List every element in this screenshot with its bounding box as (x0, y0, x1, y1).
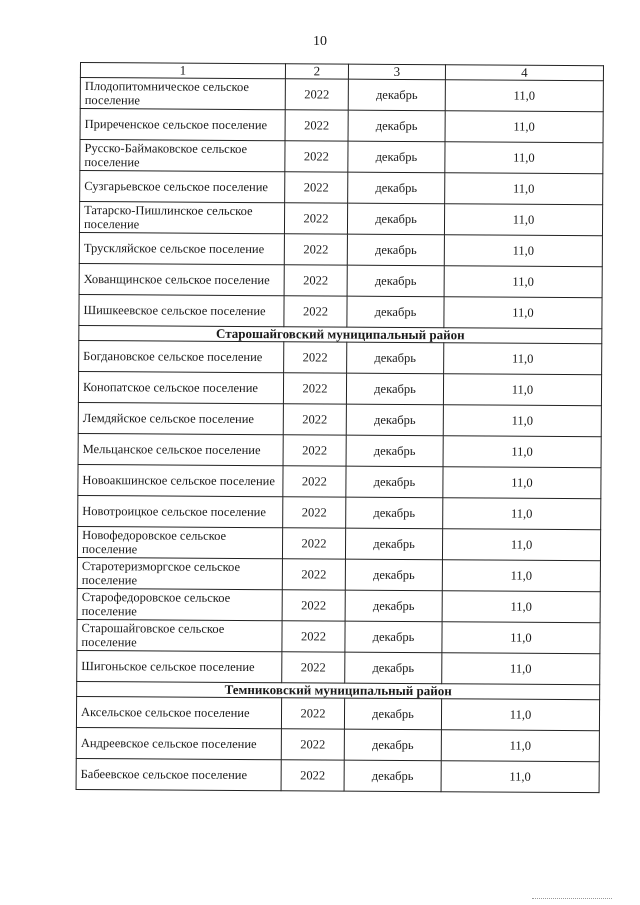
settlements-table (76, 62, 604, 793)
settlement-name: Богдановское сельское поселение (79, 340, 284, 372)
table-row (80, 140, 603, 174)
year-cell: 2022 (282, 621, 345, 652)
value-cell: 11,0 (442, 591, 600, 623)
year-cell: 2022 (285, 79, 348, 110)
month-cell: декабрь (346, 404, 443, 436)
value-cell: 11,0 (442, 560, 600, 592)
year-cell: 2022 (283, 497, 346, 528)
table-row (78, 371, 601, 405)
table-row (78, 402, 601, 436)
value-cell: 11,0 (444, 266, 602, 298)
settlement-name: Старотеризморгское сельское поселение (77, 557, 282, 589)
year-cell: 2022 (284, 342, 347, 373)
month-cell: декабрь (346, 435, 443, 467)
value-cell: 11,0 (442, 622, 600, 654)
table-row (79, 294, 602, 328)
value-cell: 11,0 (442, 529, 600, 561)
value-cell: 11,0 (444, 297, 602, 329)
settlement-name: Новоакшинское сельское поселение (78, 464, 283, 496)
month-cell: декабрь (347, 265, 444, 297)
value-cell: 11,0 (441, 699, 599, 731)
table-row (77, 619, 600, 653)
month-cell: декабрь (347, 234, 444, 266)
settlement-name: Лемдяйское сельское поселение (78, 402, 283, 434)
year-cell: 2022 (282, 590, 345, 621)
column-header-1: 1 (80, 63, 285, 79)
column-header-3: 3 (348, 64, 445, 80)
month-cell: декабрь (345, 652, 442, 684)
month-cell: декабрь (344, 729, 441, 761)
table-row (76, 727, 599, 761)
table-row (79, 202, 602, 236)
month-cell: декабрь (345, 528, 442, 560)
month-cell: декабрь (348, 141, 445, 173)
year-cell: 2022 (284, 265, 347, 296)
table-row (80, 78, 603, 112)
month-cell: декабрь (345, 559, 442, 591)
year-cell: 2022 (285, 110, 348, 141)
month-cell: декабрь (346, 373, 443, 405)
value-cell: 11,0 (443, 467, 601, 499)
value-cell: 11,0 (445, 173, 603, 205)
column-header-4: 4 (445, 65, 603, 81)
month-cell: декабрь (344, 760, 441, 792)
year-cell: 2022 (281, 729, 344, 760)
table-row (80, 109, 603, 143)
footer-dots (532, 898, 612, 899)
table-row (79, 340, 602, 374)
value-cell: 11,0 (443, 374, 601, 406)
month-cell: декабрь (346, 497, 443, 529)
settlement-name: Сузгарьевское сельское поселение (80, 171, 285, 203)
settlement-name: Шишкеевское сельское поселение (79, 294, 284, 326)
month-cell: декабрь (347, 203, 444, 235)
settlement-name: Конопатское сельское поселение (78, 371, 283, 403)
settlement-name: Бабеевское сельское поселение (76, 758, 281, 790)
month-cell: декабрь (347, 342, 444, 374)
value-cell: 11,0 (441, 730, 599, 762)
value-cell: 11,0 (443, 498, 601, 530)
table-row (77, 588, 600, 622)
year-cell: 2022 (282, 528, 345, 559)
year-cell: 2022 (281, 698, 344, 729)
settlement-name: Приреченское сельское поселение (80, 109, 285, 141)
value-cell: 11,0 (444, 204, 602, 236)
value-cell: 11,0 (445, 142, 603, 174)
year-cell: 2022 (283, 466, 346, 497)
settlement-name: Старофедоровское сельское поселение (77, 588, 282, 620)
settlement-name: Мельцанское сельское поселение (78, 433, 283, 465)
table-row (77, 557, 600, 591)
table-row (77, 526, 600, 560)
year-cell: 2022 (284, 203, 347, 234)
table-row (76, 696, 599, 730)
year-cell: 2022 (285, 172, 348, 203)
table-row (78, 464, 601, 498)
year-cell: 2022 (282, 559, 345, 590)
settlement-name: Трускляйское сельское поселение (79, 232, 284, 264)
month-cell: декабрь (345, 621, 442, 653)
table-body (76, 63, 603, 793)
district-heading: Темниковский муниципальный район (77, 681, 600, 699)
year-cell: 2022 (284, 296, 347, 327)
value-cell: 11,0 (445, 111, 603, 143)
table-row (78, 495, 601, 529)
year-cell: 2022 (285, 141, 348, 172)
year-cell: 2022 (283, 435, 346, 466)
year-cell: 2022 (283, 404, 346, 435)
settlement-name: Русско-Баймаковское сельское поселение (80, 140, 285, 172)
settlement-name: Плодопитомническое сельское поселение (80, 78, 285, 110)
month-cell: декабрь (345, 590, 442, 622)
settlement-name: Старошайговское сельское поселение (77, 619, 282, 651)
settlement-name: Аксельское сельское поселение (76, 696, 281, 728)
value-cell: 11,0 (443, 436, 601, 468)
table-row (78, 433, 601, 467)
settlement-name: Шигоньское сельское поселение (77, 650, 282, 682)
month-cell: декабрь (348, 79, 445, 111)
value-cell: 11,0 (445, 80, 603, 112)
settlement-name: Татарско-Пишлинское сельское поселение (79, 202, 284, 234)
value-cell: 11,0 (443, 405, 601, 437)
year-cell: 2022 (282, 652, 345, 683)
month-cell: декабрь (346, 466, 443, 498)
settlement-name: Хованщинское сельское поселение (79, 263, 284, 295)
year-cell: 2022 (284, 234, 347, 265)
table-row (79, 263, 602, 297)
value-cell: 11,0 (441, 761, 599, 793)
year-cell: 2022 (281, 760, 344, 791)
column-header-2: 2 (285, 64, 348, 79)
table-row (80, 171, 603, 205)
value-cell: 11,0 (444, 235, 602, 267)
value-cell: 11,0 (442, 653, 600, 685)
district-heading: Старошайговский муниципальный район (79, 325, 602, 343)
month-cell: декабрь (344, 698, 441, 730)
year-cell: 2022 (283, 373, 346, 404)
table-row (76, 758, 599, 792)
settlement-name: Новофедоровское сельское поселение (77, 526, 282, 558)
table-row (79, 232, 602, 266)
page-number: 10 (313, 34, 327, 49)
settlement-name: Новотроицкое сельское поселение (78, 495, 283, 527)
month-cell: декабрь (347, 296, 444, 328)
month-cell: декабрь (348, 110, 445, 142)
value-cell: 11,0 (444, 343, 602, 375)
settlement-name: Андреевское сельское поселение (76, 727, 281, 759)
table-row (77, 650, 600, 684)
month-cell: декабрь (348, 172, 445, 204)
